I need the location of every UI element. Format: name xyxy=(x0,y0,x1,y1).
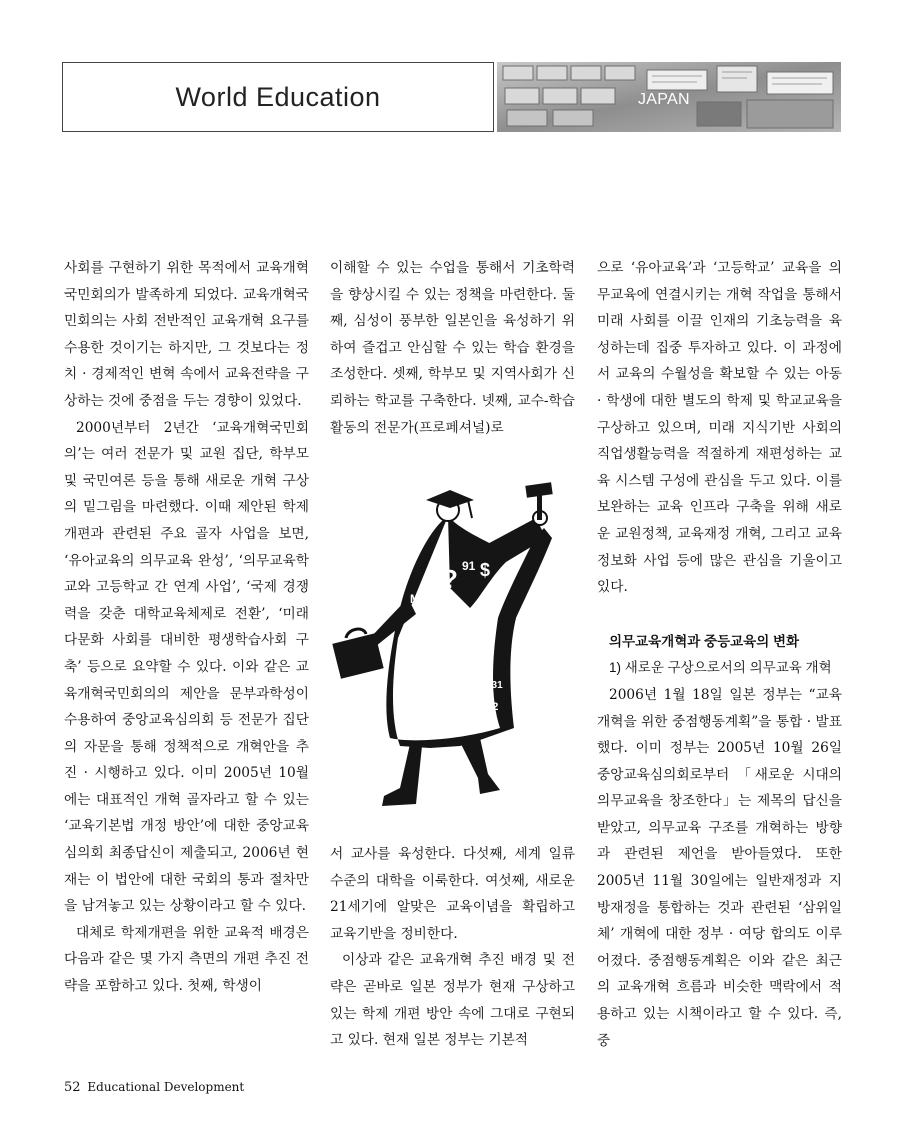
paragraph: 2000년부터 2년간 ‘교육개혁국민회의’는 여러 전문가 및 교원 집단, 학부모 및 국민여론 등을 통해 새로운 개혁 구상의 밑그림을 마련했다. 이때 제안된 학제 개편과 관련된 주요 골자 사업을 보면, ‘유아교육의 의무교육 완성’, ‘의무교육학교와 고등학교 간 연계 사업’, ‘국제 경쟁력을 갖춘 대학교육체제로 전환’, ‘미래 다문화 사회를 대비한 평생학습사회 구축’ 등으로 요약할 수 있다. 이와 같은 교육개혁국민회의의 제안을 문부과학성이 수용하여 중앙교육심의회 등 전문가 집단의 자문을 통해 정책적으로 개혁안을 추진 · 시행하고 있다. 이미 2005년 10월에는 대표적인 개혁 골자라고 할 수 있는 ‘교육기본법 개정 방안’에 대한 중앙교육심의회 최종답신이 제출되고, 2006년 현재는 이 법안에 대한 국회의 통과 절차만을 남겨놓고 있는 상황이라고 할 수 있다. xyxy=(64,419,309,915)
graduate-illustration xyxy=(330,478,575,818)
text-column-1 xyxy=(64,255,309,1000)
illustration-mark: ? xyxy=(442,564,458,594)
text-column-2-top xyxy=(330,255,575,441)
paragraph: 이상과 같은 교육개혁 추진 배경 및 전략은 곧바로 일본 정부가 현재 구상하고 있는 학제 개편 방안 속에 그대로 구현되고 있다. 현재 일본 정부는 기본적 xyxy=(330,952,575,1049)
page-title: World Education xyxy=(175,81,381,112)
illustration-mark: M xyxy=(410,592,420,606)
illustration-mark: 17 xyxy=(406,640,418,651)
paragraph: 서 교사를 육성한다. 다섯째, 세계 일류 수준의 대학을 이룩한다. 여섯째, 새로운 21세기에 알맞은 교육이념을 확립하고 교육기반을 정비한다. xyxy=(330,846,575,942)
section-heading: 의무교육개혁과 중등교육의 변화 xyxy=(609,633,800,649)
header-title-box xyxy=(62,62,494,132)
paragraph: 으로 ‘유아교육’과 ‘고등학교’ 교육을 의무교육에 연결시키는 개혁 작업을 통해서 미래 사회를 이끌 인재의 기초능력을 육성하는데 집중 투자하고 있다. 이 과정에서 교육의 수월성을 확보할 수 있는 아동 · 학생에 대한 별도의 학제 및 학교교육을 구상하고 있으며, 미래 지식기반 사회의 직업생활능력을 적절하게 재편성하는 교육 시스템 구성에 관심을 두고 있다. 이를 보완하는 교육 인프라 구축을 위해 새로운 교원정책, 교육재정 개혁, 그리고 교육정보화 사업 등에 많은 관심을 기울이고 있다. xyxy=(597,260,842,596)
illustration-mark: 231.03 xyxy=(426,629,460,641)
illustration-mark: $ xyxy=(470,644,483,669)
illustration-mark: $ xyxy=(480,560,491,580)
illustration-mark: xo xyxy=(470,722,481,732)
illustration-mark: 91 xyxy=(462,559,476,573)
illustration-mark: + xyxy=(454,687,464,704)
paragraph: 2006년 1월 18일 일본 정부는 “교육개혁을 위한 중점행동계획”을 통합 · 발표했다. 이미 정부는 2005년 10월 26일 중앙교육심의회로부터 「새로운 시대의 의무교육을 창조한다」는 제목의 답신을 받았고, 의무교육 구조를 개혁하는 방향과 관련된 제언을 받아들였다. 또한 2005년 11월 30일에는 일반재정과 지방재정을 통합하는 것과 관련된 ‘삼위일체’ 개혁에 대한 정부 · 여당 합의도 이루어졌다. 중점행동계획은 이와 같은 최근의 교육개혁 흐름과 비슷한 맥락에서 적용하고 있는 시책이라고 할 수 있다. 즉, 중 xyxy=(597,686,842,1049)
illustration-mark: 8.1222 xyxy=(400,652,431,663)
text-column-2-bottom xyxy=(330,841,575,1054)
paragraph: 이해할 수 있는 수업을 통해서 기초학력을 향상시킬 수 있는 정책을 마련한다. 둘째, 심성이 풍부한 일본인을 육성하기 위하여 즐겁고 안심할 수 있는 학습 환경을 조성한다. 셋째, 학부모 및 지역사회가 신뢰하는 학교를 구축한다. 넷째, 교수-학습활동의 전문가(프로페셔널)로 xyxy=(330,260,575,436)
graduate-figure-image xyxy=(330,478,575,818)
illustration-mark: Y xyxy=(458,721,466,733)
illustration-mark: 131 xyxy=(486,680,503,691)
paragraph: 사회를 구현하기 위한 목적에서 교육개혁국민회의가 발족하게 되었다. 교육개혁국민회의는 사회 전반적인 교육개혁 요구를 수용한 것이기는 하지만, 그 것보다는 정치 · 경제적인 변혁 속에서 교육전략을 구상하는 것에 중점을 두는 경향이 있었다. xyxy=(64,260,309,409)
illustration-mark: 3 xyxy=(468,683,477,700)
publication-name: Educational Development xyxy=(87,1080,245,1094)
illustration-mark: 188 xyxy=(450,645,469,657)
illustration-mark: 12 xyxy=(442,662,463,682)
illustration-mark: 262 xyxy=(480,701,499,713)
page-number: 52 xyxy=(64,1080,81,1095)
illustration-mark: 125 xyxy=(408,702,430,717)
illustration-mark: ? xyxy=(414,662,428,687)
sub-heading: 1) 새로운 구상으로서의 의무교육 개혁 xyxy=(609,660,832,676)
country-label: JAPAN xyxy=(638,91,690,108)
paragraph: 대체로 학제개편을 위한 교육적 배경은 다음과 같은 몇 가지 측면의 개편 추진 전략을 포함하고 있다. 첫째, 학생이 xyxy=(64,924,309,995)
page-footer xyxy=(64,1080,244,1095)
text-column-3 xyxy=(597,255,842,1054)
illustration-mark: % xyxy=(434,710,451,730)
